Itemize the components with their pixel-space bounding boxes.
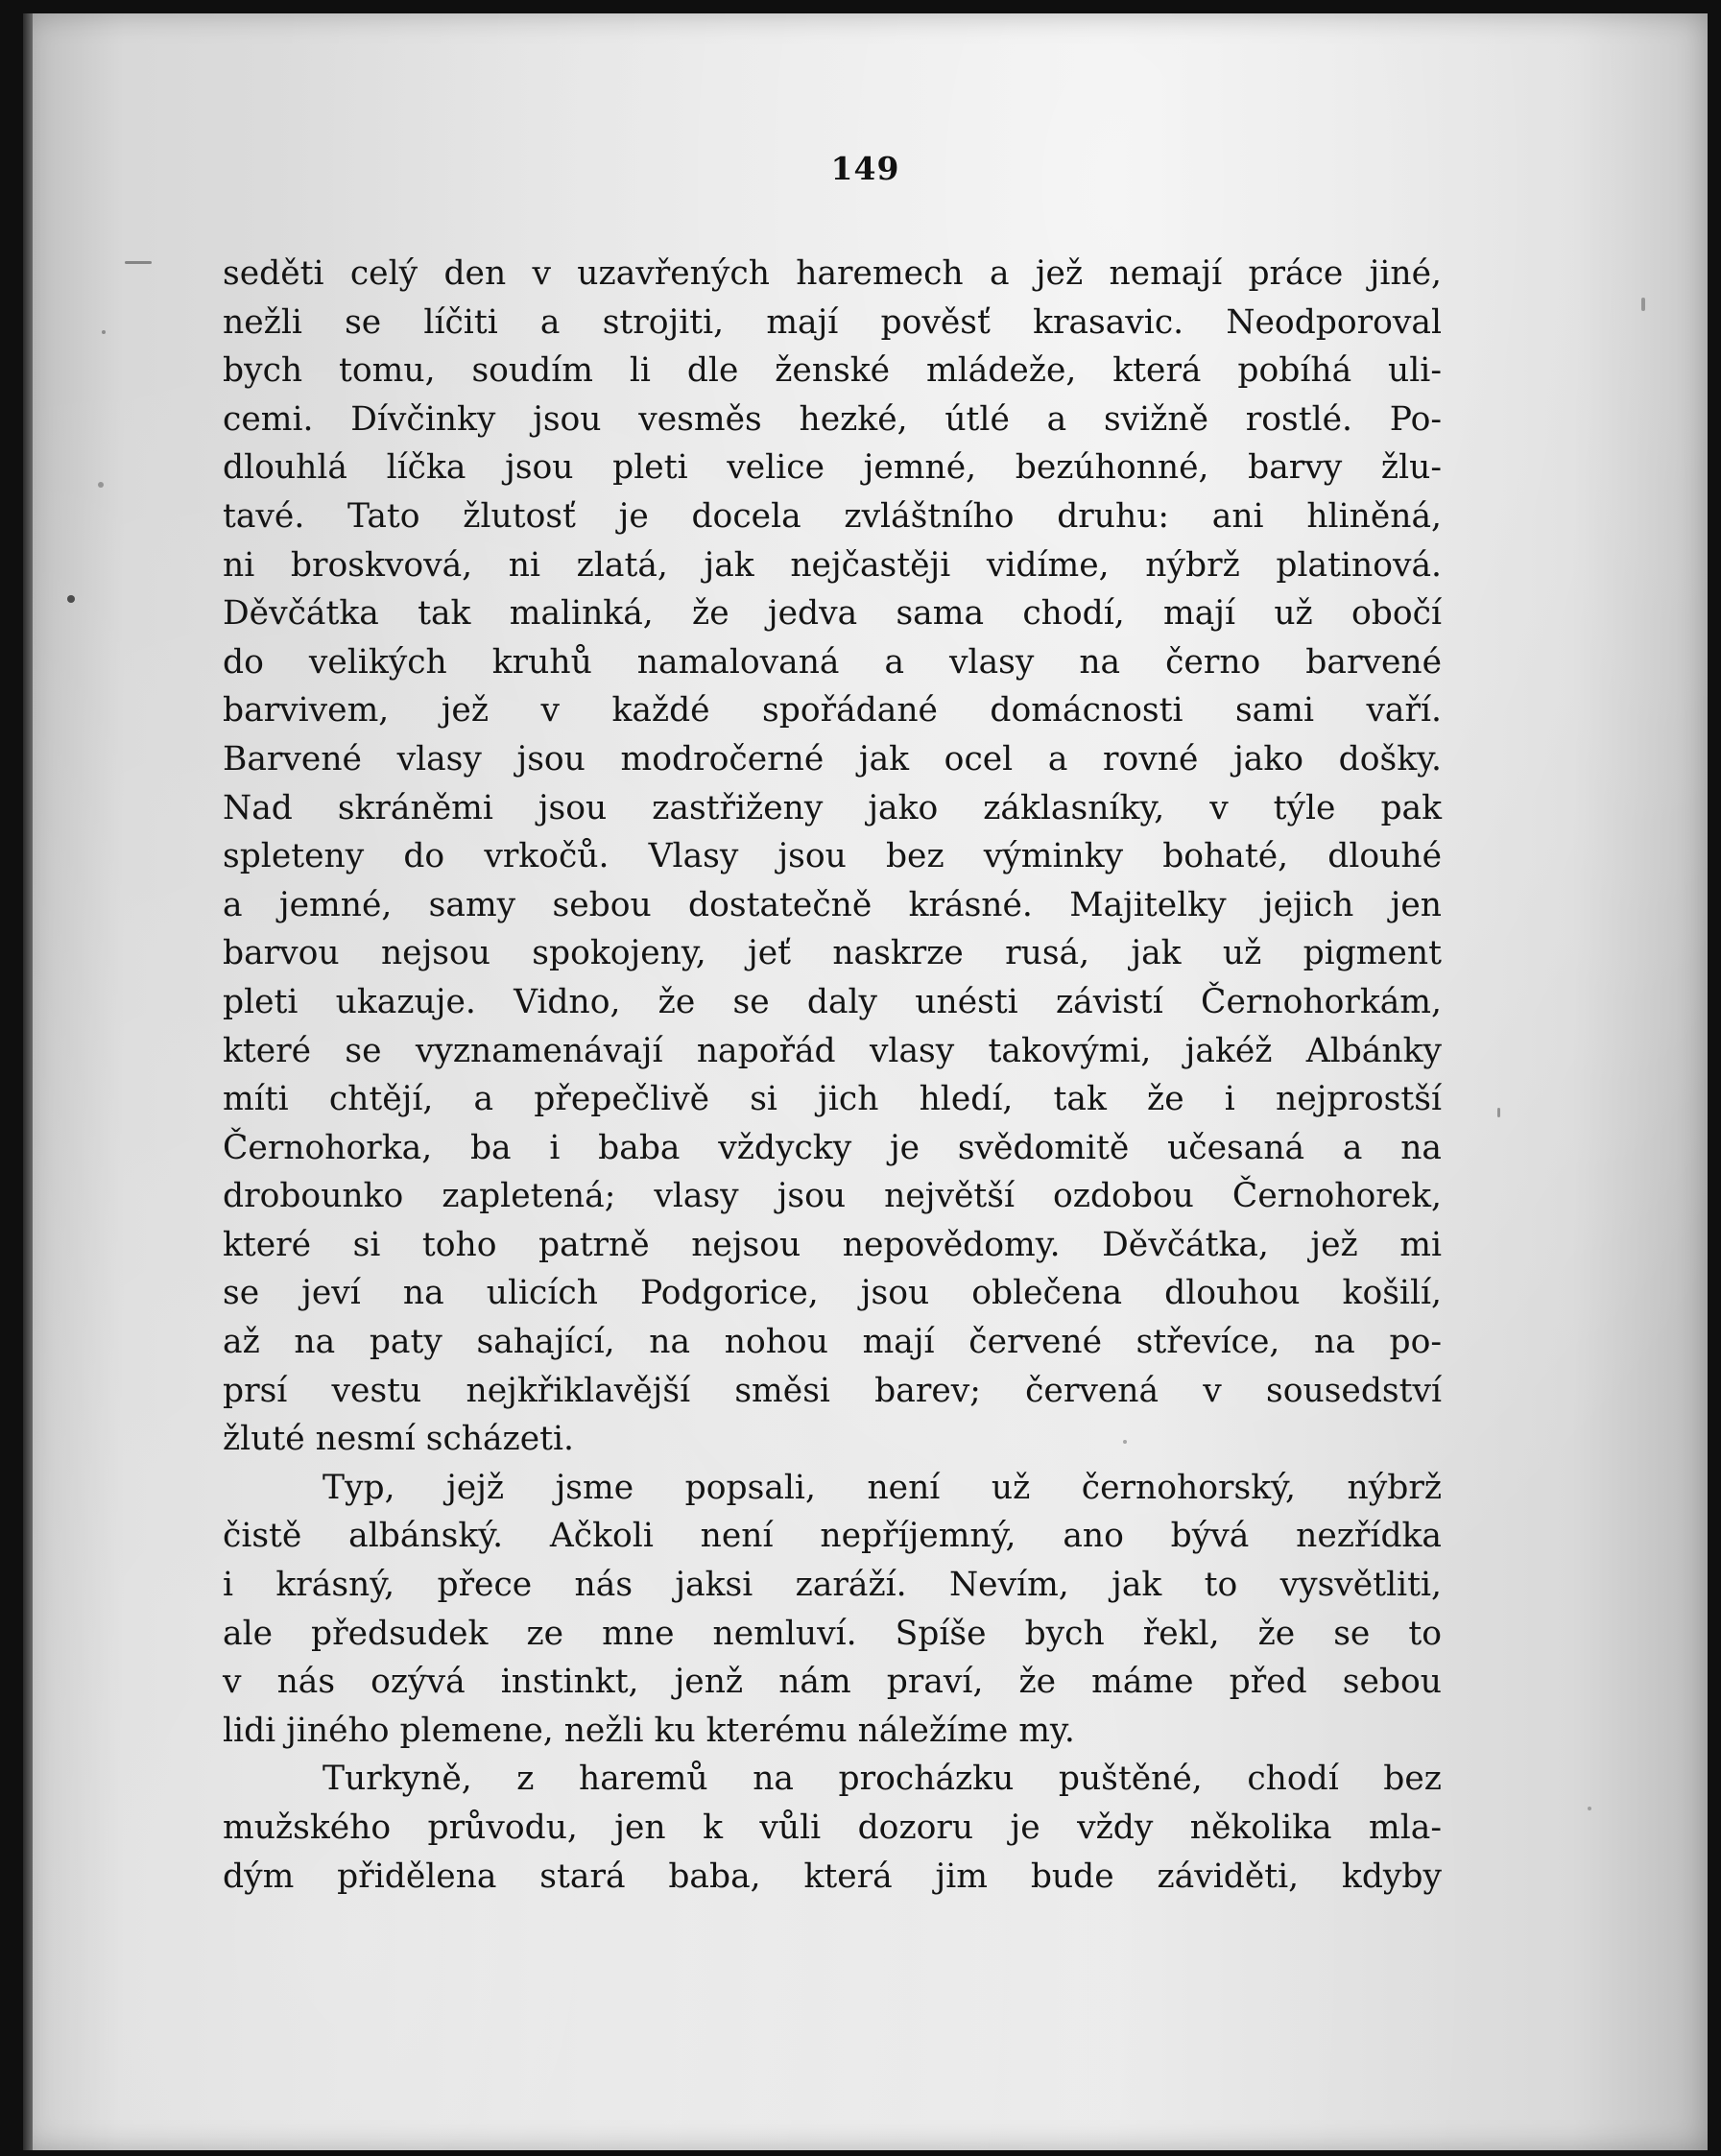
text-line: ni broskvová, ni zlatá, jak nejčastěji vidíme, nýbrž platinová. [223,545,1442,585]
text-line: které se vyznamenávají napořád vlasy takovými, jakéž Albánky [223,1031,1442,1070]
book-page [23,13,1708,2150]
text-line: spleteny do vrkočů. Vlasy jsou bez výminky bohaté, dlouhé [223,837,1442,876]
text-line: žluté nesmí scházeti. [223,1420,575,1459]
text-line: drobounko zapletená; vlasy jsou největší ozdobou Černohorek, [223,1177,1442,1216]
scan-speck [98,482,104,488]
text-line: barvou nejsou spokojeny, jeť naskrze rusá, jak už pigment [223,934,1442,973]
scan-speck [1641,298,1645,311]
text-line: čistě albánský. Ačkoli není nepříjemný, ano bývá nezřídka [223,1517,1442,1556]
page-number: 149 [830,150,900,187]
text-line: Typ, jejž jsme popsali, není už černohorský, nýbrž [323,1468,1442,1507]
text-line: bych tomu, soudím li dle ženské mládeže, která pobíhá uli- [223,351,1442,391]
text-line: prsí vestu nejkřiklavější směsi barev; červená v sousedství [223,1371,1442,1410]
page-binding-edge [23,13,33,2150]
scan-speck [102,330,106,334]
page-body-text [223,250,1442,1901]
text-line: a jemné, samy sebou dostatečně krásné. Majitelky jejich jen [223,885,1442,924]
scan-speck [67,595,75,603]
text-line: ale předsudek ze mne nemluví. Spíše bych řekl, že se to [223,1614,1442,1653]
text-line: které si toho patrně nejsou nepovědomy. Děvčátka, jež mi [223,1225,1442,1264]
text-line: do velikých kruhů namalovaná a vlasy na černo barvené [223,642,1442,682]
scan-speck [1497,1108,1500,1117]
text-line: Nad skráněmi jsou zastřiženy jako záklasníky, v týle pak [223,788,1442,827]
text-line: cemi. Dívčinky jsou vesměs hezké, útlé a svižně rostlé. Po- [223,399,1442,439]
text-line: pleti ukazuje. Vidno, že se daly unésti závistí Černohorkám, [223,982,1442,1021]
text-line: Černohorka, ba i baba vždycky je svědomitě učesaná a na [223,1128,1442,1167]
text-line: se jeví na ulicích Podgorice, jsou oblečena dlouhou košilí, [223,1274,1442,1313]
text-line: Turkyně, z haremů na procházku puštěné, chodí bez [323,1760,1442,1799]
text-line: dým přidělena stará baba, která jim bude záviděti, kdyby [223,1857,1442,1896]
text-line: barvivem, jež v každé spořádané domácnosti sami vaří. [223,691,1442,731]
scan-speck [1588,1807,1591,1810]
text-line: dlouhlá líčka jsou pleti velice jemné, bezúhonné, barvy žlu- [223,448,1442,488]
text-line: v nás ozývá instinkt, jenž nám praví, že máme před sebou [223,1663,1442,1702]
scan-speck [125,261,152,264]
text-line: lidi jiného plemene, nežli ku kterému náležíme my. [223,1711,1075,1750]
text-line: až na paty sahající, na nohou mají červené střevíce, na po- [223,1323,1442,1362]
text-line: tavé. Tato žlutosť je docela zvláštního druhu: ani hliněná, [223,496,1442,536]
text-line: nežli se líčiti a strojiti, mají pověsť krasavic. Neodporoval [223,302,1442,342]
text-line: Barvené vlasy jsou modročerné jak ocel a rovné jako došky. [223,739,1442,779]
text-line: i krásný, přece nás jaksi zaráží. Nevím, jak to vysvětliti, [223,1566,1442,1605]
text-line: Děvčátka tak malinká, že jedva sama chodí, mají už obočí [223,594,1442,634]
text-line: mužského průvodu, jen k vůli dozoru je vždy několika mla- [223,1809,1442,1847]
text-line: seděti celý den v uzavřených haremech a jež nemají práce jiné, [223,254,1442,293]
text-line: míti chtějí, a přepečlivě si jich hledí, tak že i nejprostší [223,1080,1442,1119]
